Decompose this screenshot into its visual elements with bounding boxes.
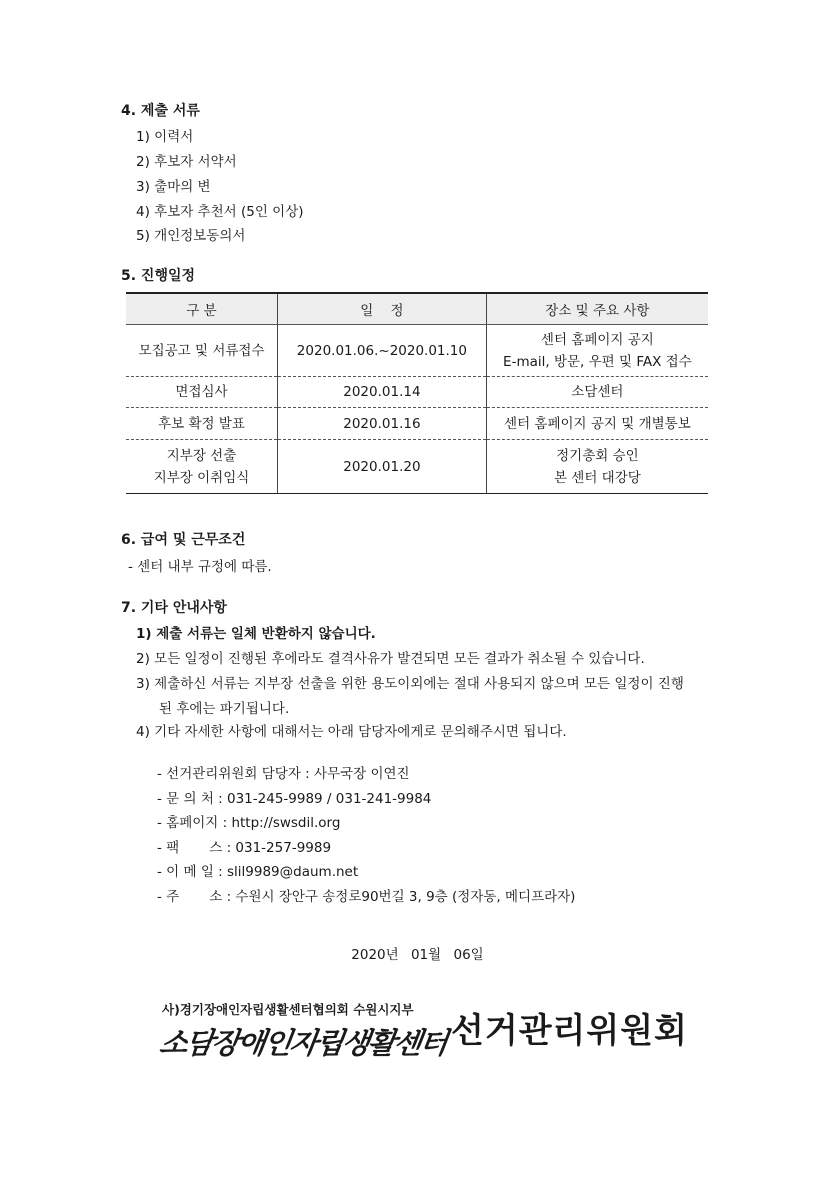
notice-item-3-line-1: 3) 제출하신 서류는 지부장 선출을 위한 용도이외에는 절대 사용되지 않으며 모든 일정이 진행	[136, 676, 684, 692]
doc-item-recommendation: 4) 후보자 추천서 (5인 이상)	[136, 204, 304, 220]
header-place: 장소 및 주요 사항	[486, 293, 708, 325]
row-category: 면접심사	[126, 377, 278, 408]
contact-address: - 주 소 : 수원시 장안구 송정로90번길 3, 9층 (정자동, 메디프라자)	[157, 889, 576, 905]
row-category-line: 지부장 선출	[166, 447, 237, 464]
table-row	[126, 440, 708, 494]
header-date: 일 정	[278, 293, 487, 325]
table-row	[126, 408, 708, 440]
schedule-header-row	[126, 293, 708, 325]
contact-homepage: - 홈페이지 : http://swsdil.org	[157, 815, 341, 831]
notice-item-4: 4) 기타 자세한 사항에 대해서는 아래 담당자에게로 문의해주시면 됩니다.	[136, 724, 567, 740]
table-row	[126, 377, 708, 408]
section-5-title: 5. 진행일정	[121, 268, 196, 284]
salary-conditions-text: - 센터 내부 규정에 따름.	[128, 559, 272, 575]
row-category	[126, 440, 278, 494]
section-6-title: 6. 급여 및 근무조건	[121, 532, 246, 548]
row-place-line: E-mail, 방문, 우편 및 FAX 접수	[503, 353, 692, 370]
notice-item-2: 2) 모든 일정이 진행된 후에라도 결격사유가 발견되면 모든 결과가 취소될 수 있습니다.	[136, 651, 645, 667]
row-place-line: 센터 홈페이지 공지	[540, 331, 654, 348]
row-place-line: 본 센터 대강당	[553, 469, 641, 486]
doc-item-privacy-consent: 5) 개인정보동의서	[136, 228, 246, 244]
row-date: 2020.01.20	[278, 440, 487, 494]
section-4-title: 4. 제출 서류	[121, 103, 200, 119]
doc-item-pledge: 2) 후보자 서약서	[136, 154, 237, 170]
row-category: 후보 확정 발표	[126, 408, 278, 440]
notice-item-3-line-2: 된 후에는 파기됩니다.	[159, 701, 290, 717]
row-place	[486, 325, 708, 377]
row-place-line: 정기총회 승인	[556, 447, 639, 464]
contact-fax: - 팩 스 : 031-257-9989	[157, 840, 332, 856]
row-place: 소담센터	[486, 377, 708, 408]
table-row	[126, 325, 708, 377]
document-date: 2020년 01월 06일	[351, 947, 484, 963]
row-category-line: 지부장 이취임식	[153, 469, 250, 486]
doc-item-resume: 1) 이력서	[136, 129, 194, 145]
row-date: 2020.01.06.~2020.01.10	[278, 325, 487, 377]
section-7-title: 7. 기타 안내사항	[121, 600, 227, 616]
contact-manager: - 선거관리위원회 담당자 : 사무국장 이연진	[157, 766, 410, 782]
notice-item-1: 1) 제출 서류는 일체 반환하지 않습니다.	[136, 626, 376, 642]
doc-item-statement: 3) 출마의 변	[136, 179, 211, 195]
row-date: 2020.01.14	[278, 377, 487, 408]
contact-email: - 이 메 일 : slil9989@daum.net	[157, 864, 359, 880]
row-category: 모집공고 및 서류접수	[126, 325, 278, 377]
committee-name: 선거관리위원회	[451, 1011, 688, 1051]
row-place: 센터 홈페이지 공지 및 개별통보	[486, 408, 708, 440]
contact-phone: - 문 의 처 : 031-245-9989 / 031-241-9984	[157, 791, 432, 807]
row-date: 2020.01.16	[278, 408, 487, 440]
row-place	[486, 440, 708, 494]
org-logo: 소담장애인자립생활센터	[157, 1026, 449, 1060]
header-category: 구 분	[126, 293, 278, 325]
schedule-table	[126, 292, 708, 494]
org-name: 사)경기장애인자립생활센터협의회 수원시지부	[162, 1002, 414, 1017]
